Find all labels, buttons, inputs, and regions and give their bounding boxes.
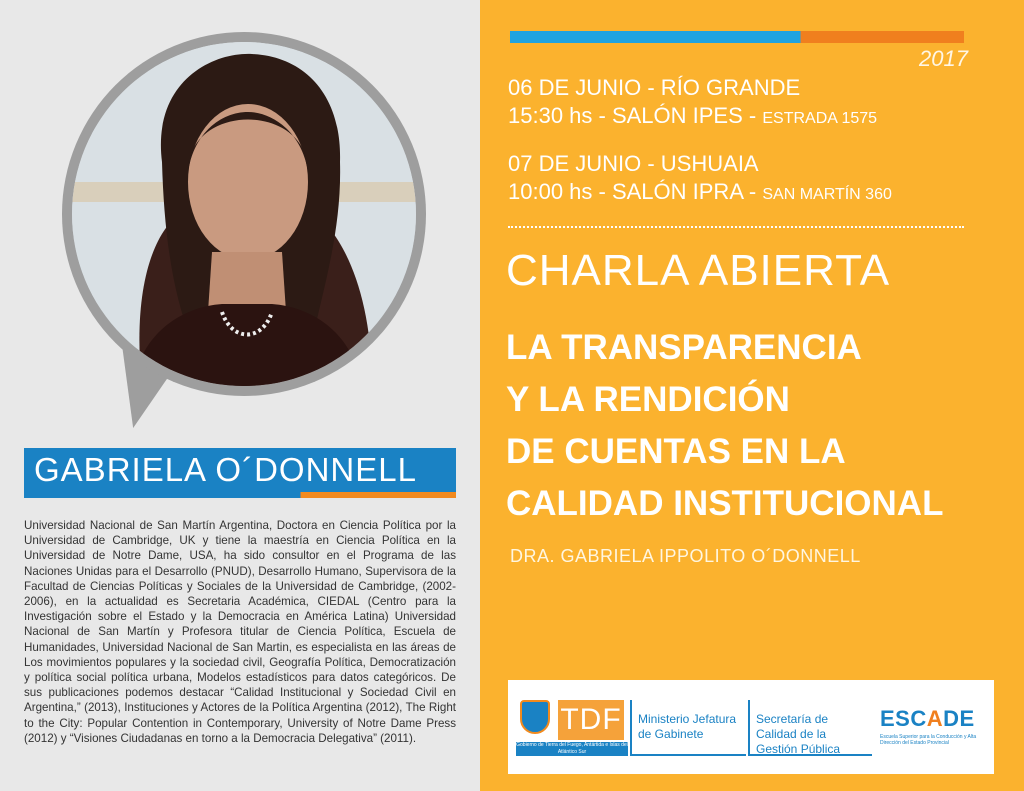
- session-address: ESTRADA 1575: [762, 110, 878, 127]
- tdf-caption: Gobierno de Tierra del Fuego, Antártida e Islas del Atlántico Sur: [516, 742, 628, 755]
- session-time-venue: [508, 102, 877, 133]
- session-time-venue: [508, 178, 892, 209]
- speaker-name: GABRIELA O´DONNELL: [24, 448, 456, 492]
- session-time-text: 10:00 hs - SALÓN IPRA -: [508, 179, 763, 204]
- session-address: SAN MARTÍN 360: [762, 186, 892, 203]
- speaker-panel: [0, 0, 480, 791]
- session-time-text: 15:30 hs - SALÓN IPES -: [508, 103, 763, 128]
- province-shield-icon: [520, 700, 550, 734]
- top-color-stripe: [510, 31, 964, 43]
- event-title: [506, 322, 1016, 530]
- ministry-logo: Ministerio Jefatura de Gabinete: [630, 700, 746, 756]
- name-underline-stripe: [24, 492, 456, 498]
- tdf-logo: TDF: [558, 700, 624, 740]
- speaker-photo: [72, 42, 416, 386]
- escade-text-post: DE: [943, 706, 975, 731]
- escade-text-a: A: [926, 706, 944, 731]
- session-ushuaia: [508, 150, 892, 209]
- title-line: CALIDAD INSTITUCIONAL: [506, 484, 944, 523]
- speaker-bio: Universidad Nacional de San Martín Argentina, Doctora en Ciencia Política por la Universidad de Cambridge, UK y tiene la maestría en Ciencia Política en la Universidad de Notre Dame, USA, ha sido consultor en el Programa de las Naciones Unidas para el Desarrollo (PNUD), Desarrollo Humano, Supervisora de la Facultad de Ciencias Políticas y Sociales de la Universidad de Cambridge, (2002-2006), en la actualidad es Secretaria Académica, CIEDAL (Centro para la Investigación sobre el Estado y la Democracia en América Latina) Universidad Nacional de San Martín y Profesora titular de Ciencia Política, Escuela de Humanidades, Universidad Nacional de San Martin, es especialista en las áreas de Los movimientos populares y la sociedad civil, Geografía Política, Democratización y política social política urbana, Modelos estadísticos para datos categóricos. De sus publicaciones podemos destacar “Calidad Institucional y Sociedad Civil en Argentina,” (2013), Instituciones y Actores de la Política Argentina (2012), The Right to the City: Popular Contention in Contemporary, University of Notre Dame Press (2012) y “Visiones Ciudadanas en torno a la Democracia Delegativa” (2011).: [24, 519, 456, 745]
- session-rio-grande: [508, 74, 877, 133]
- sponsor-logos: [508, 680, 994, 774]
- escade-logo: [880, 706, 975, 732]
- speaker-portrait-illustration: [72, 42, 416, 386]
- title-line: DE CUENTAS EN LA: [506, 432, 846, 471]
- event-kicker: CHARLA ABIERTA: [506, 246, 891, 295]
- event-year: 2017: [919, 46, 968, 71]
- title-line: LA TRANSPARENCIA: [506, 328, 862, 367]
- dotted-divider: [508, 226, 964, 228]
- secretariat-logo: Secretaría de Calidad de la Gestión Pública: [748, 700, 872, 756]
- escade-text-pre: ESC: [880, 706, 927, 731]
- session-date-location: 07 DE JUNIO - USHUAIA: [508, 151, 759, 176]
- event-speaker: DRA. GABRIELA IPPOLITO O´DONNELL: [510, 546, 861, 566]
- session-date-location: 06 DE JUNIO - RÍO GRANDE: [508, 75, 801, 100]
- escade-caption: Escuela Superior para la Conducción y Alta Dirección del Estado Provincial: [880, 734, 977, 746]
- title-line: Y LA RENDICIÓN: [506, 380, 790, 419]
